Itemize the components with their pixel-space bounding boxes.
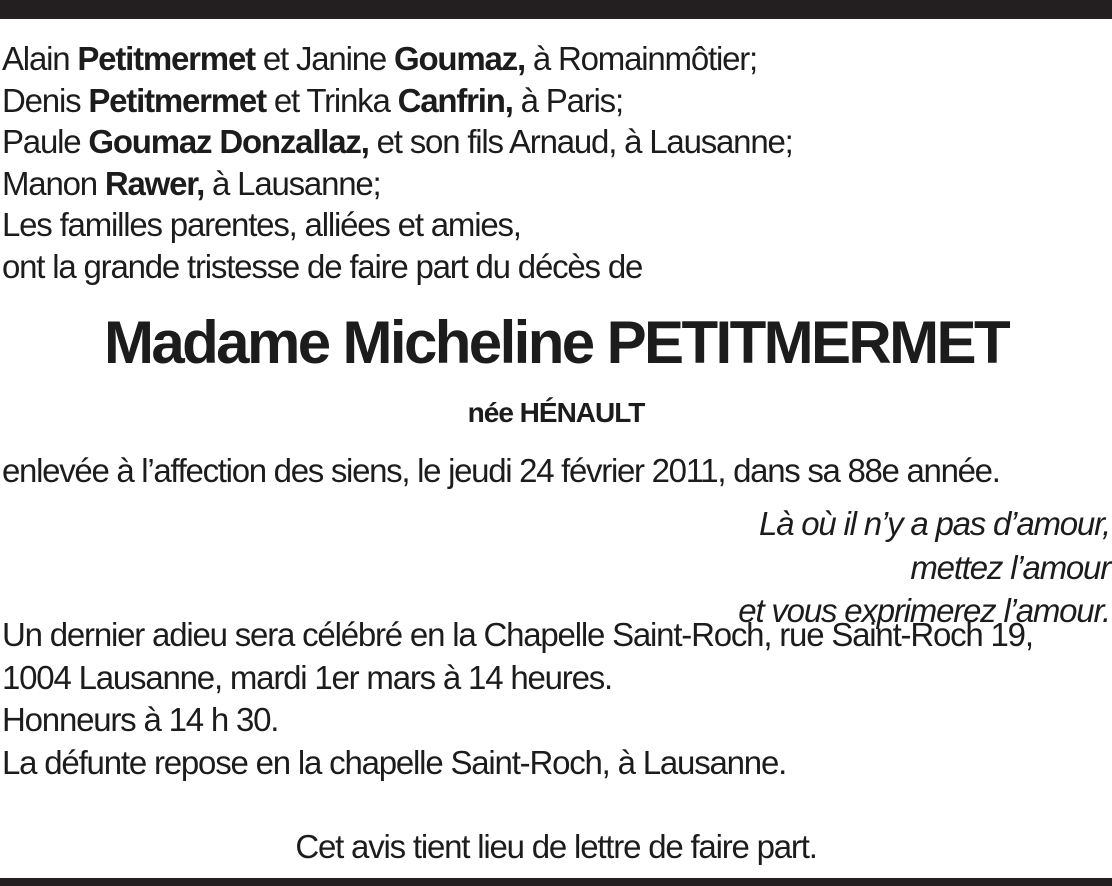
first-name: Manon — [2, 164, 97, 202]
quote-line-3: et vous exprimerez l’amour. — [738, 592, 1110, 629]
quote-line-2: mettez l’amour — [910, 548, 1110, 586]
family-line-1 — [2, 38, 1108, 80]
family-line-3 — [2, 121, 1108, 163]
family-list — [2, 38, 1108, 288]
deceased-name: Madame Micheline PETITMERMET — [103, 309, 1009, 376]
death-notice-line: enlevée à l’affection des siens, le jeudi 24 février 2011, dans sa 88e année. — [2, 452, 1000, 489]
quote-line-1: Là où il n’y a pas d’amour, — [759, 505, 1110, 542]
ceremony-line-1: Un dernier adieu sera célébré en la Chapelle Saint-Roch, rue Saint-Roch 19, — [2, 616, 1033, 653]
ceremony-details — [2, 614, 1108, 784]
residence: à Lausanne; — [212, 164, 381, 202]
family-line-2 — [2, 80, 1108, 122]
surname: Petitmermet — [88, 81, 266, 119]
closing-text: Cet avis tient lieu de lettre de faire part. — [295, 828, 817, 865]
surname: Rawer, — [104, 164, 205, 202]
ceremony-line-2: 1004 Lausanne, mardi 1er mars à 14 heures. — [2, 658, 613, 696]
surname: Goumaz Donzallaz, — [88, 123, 369, 161]
surname: Petitmermet — [77, 40, 255, 77]
first-name: Alain — [2, 40, 70, 77]
first-name: Denis — [2, 81, 81, 119]
family-detail: et son fils Arnaud, à Lausanne; — [376, 123, 793, 161]
maiden-name: née HÉNAULT — [467, 397, 645, 428]
partner-name: et Janine — [262, 40, 387, 77]
residence: à Paris; — [520, 81, 623, 119]
closing-line — [0, 826, 1112, 868]
bottom-border-rule — [0, 878, 1112, 886]
announcement-line: ont la grande tristesse de faire part du décès de — [2, 247, 643, 285]
partner-surname: Goumaz, — [393, 40, 525, 77]
ceremony-line-3: Honneurs à 14 h 30. — [2, 701, 279, 738]
family-line-4 — [2, 163, 1108, 205]
partner-surname: Canfrin, — [397, 81, 513, 119]
partner-name: et Trinka — [273, 81, 390, 119]
ceremony-line-4: La défunte repose en la chapelle Saint-Roch, à Lausanne. — [2, 743, 787, 781]
families-line: Les familles parentes, alliées et amies, — [2, 206, 521, 244]
first-name: Paule — [2, 123, 81, 161]
quote-block — [738, 502, 1110, 633]
residence: à Romainmôtier; — [532, 40, 757, 77]
top-border-rule — [0, 0, 1112, 19]
